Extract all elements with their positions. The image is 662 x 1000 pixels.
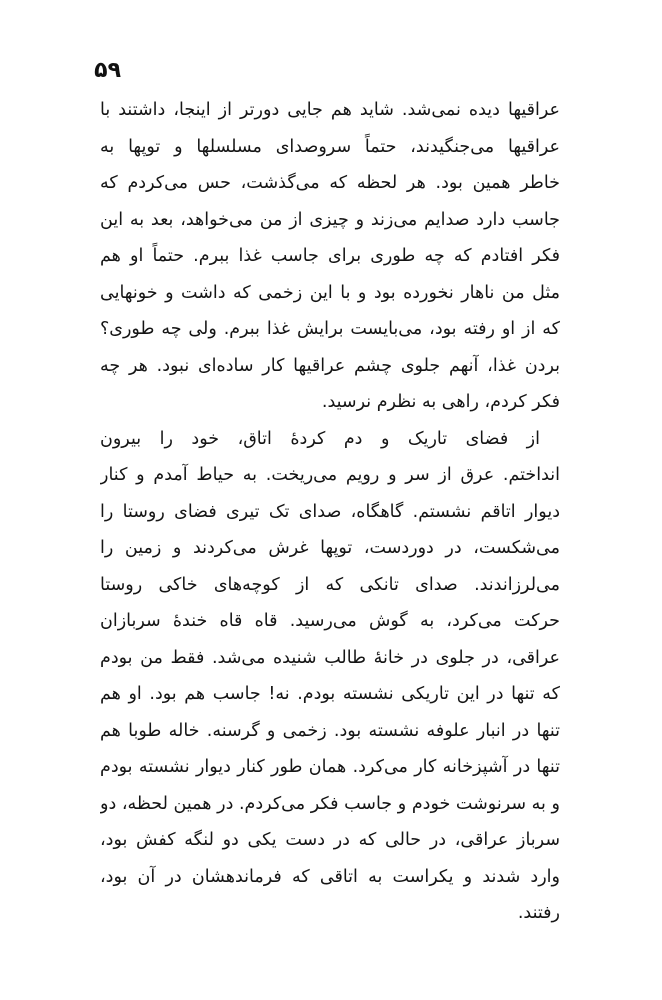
text-line: می‌شکست، در دوردست، توپها غرش می‌کردند و زمین را <box>100 538 560 558</box>
text-line: از فضای تاریک و دم کردهٔ اتاق، خود را بیرون <box>100 428 540 449</box>
text-line: جاسب دارد صدایم می‌زند و چیزی از من می‌خواهد، بعد به این <box>100 209 560 230</box>
text-line: دیوار اتاقم نشستم. گاهگاه، صدای تک تیری فضای روستا را <box>100 501 560 522</box>
text-line: فکر افتادم که چه طوری برای جاسب غذا ببرم. حتماً او هم <box>100 246 560 266</box>
body-text <box>100 92 560 932</box>
text-line: و به سرنوشت خودم و جاسب فکر می‌کردم. در همین لحظه، دو <box>100 793 560 814</box>
text-line: سرباز عراقی، در حالی که در دست یکی دو لنگه کفش بود، <box>100 830 560 850</box>
text-line: عراقی، در جلوی در خانهٔ طالب شنیده می‌شد. فقط من بودم <box>100 647 560 668</box>
text-line: تنها در انبار علوفه نشسته بود. زخمی و گرسنه. خاله طوبا هم <box>100 720 560 741</box>
text-line: بردن غذا، آنهم جلوی چشم عراقیها کار ساده‌ای نبود. هر چه <box>100 355 560 376</box>
text-line: که از او رفته بود، می‌بایست برایش غذا ببرم. ولی چه طوری؟ <box>100 319 560 339</box>
text-line: می‌لرزاندند. صدای تانکی که از کوچه‌های خاکی روستا <box>100 574 560 595</box>
text-line: فکر کردم، راهی به نظرم نرسید. <box>321 392 560 412</box>
page-number: ۵۹ <box>94 58 121 83</box>
text-line: رفتند. <box>517 903 560 923</box>
text-line: عراقیها می‌جنگیدند، حتماً سروصدای مسلسلها و توپها به <box>100 136 560 157</box>
text-line: که تنها در این تاریکی نشسته بودم. نه! جاسب هم بود. او هم <box>100 684 560 704</box>
text-line: انداختم. عرق از سر و رویم می‌ریخت. به حیاط آمدم و کنار <box>100 465 560 485</box>
text-line: تنها در آشپزخانه کار می‌کرد. همان طور کنار دیوار نشسته بودم <box>100 757 560 777</box>
text-line: حرکت می‌کرد، به گوش می‌رسید. قاه قاه خندهٔ سربازان <box>100 611 560 631</box>
text-line: مثل من ناهار نخورده بود و با این زخمی که داشت و خونهایی <box>100 282 560 303</box>
text-line: عراقیها دیده نمی‌شد. شاید هم جایی دورتر از اینجا، داشتند با <box>100 100 560 120</box>
text-line: خاطر همین بود. هر لحظه که می‌گذشت، حس می‌کردم که <box>100 173 560 193</box>
text-line: وارد شدند و یکراست به اتاقی که فرماندهشان در آن بود، <box>100 866 560 887</box>
